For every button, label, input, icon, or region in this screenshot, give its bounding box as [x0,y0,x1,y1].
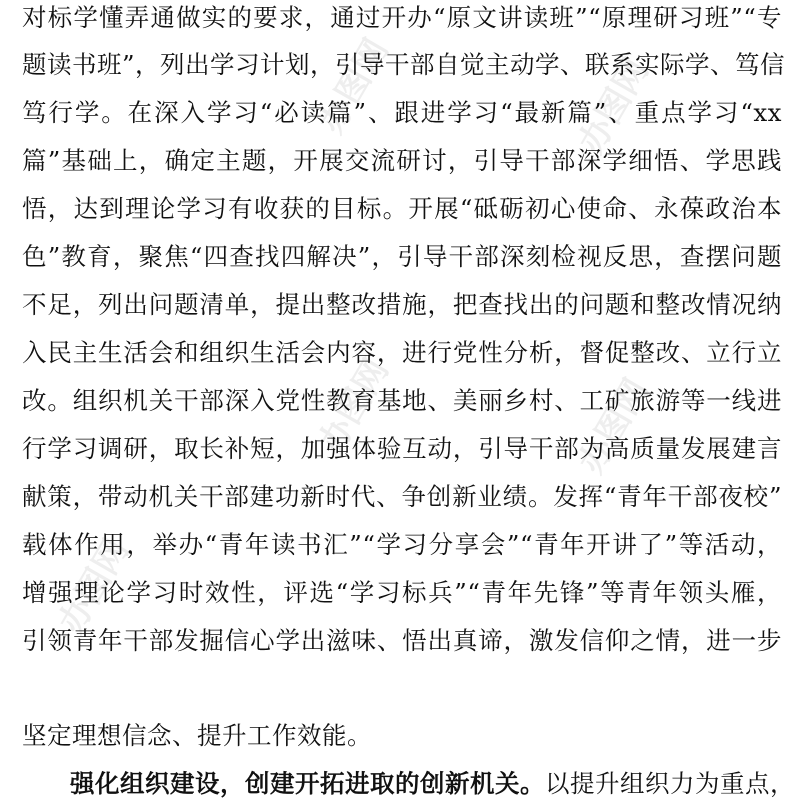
body-text-line: 引领青年干部发掘信心学出滋味、悟出真谛，激发信仰之情，进一步 [22,626,782,655]
paragraph-last-line: 坚定理想信念、提升工作效能。 [22,721,372,750]
body-text-line: 入民主生活会和组织生活会内容，进行党性分析，督促整改、立行立 [22,338,782,367]
body-text-line: 题读书班”，列出学习计划，引导干部自觉主动学、联系实际学、笃信 [22,50,786,79]
watermark: 办图网 [311,32,397,141]
body-text-line: 对标学懂弄通做实的要求，通过开办“原文讲读班”“原理研习班”“专 [22,3,782,32]
section-text: 以提升组织力为重点， [545,769,795,798]
body-text-line: 增强理论学习时效性，评选“学习标兵”“青年先锋”等青年领头雁， [22,578,782,607]
body-text-line: 笃行学。在深入学习“必读篇”、跟进学习“最新篇”、重点学习“xx [22,98,782,127]
section-heading: 强化组织建设，创建开拓进取的创新机关。 [70,769,545,798]
body-text-line: 不足，列出问题清单，提出整改措施，把查找出的问题和整改情况纳 [22,290,782,319]
section-heading-line [70,766,795,802]
body-text-line: 悟，达到理论学习有收获的目标。开展“砥砺初心使命、永葆政治本 [22,194,782,223]
watermark: 办图网 [571,52,657,161]
body-text-line: 行学习调研，取长补短，加强体验互动，引导干部为高质量发展建言 [22,434,782,463]
watermark: 办图网 [51,532,137,641]
body-text-line: 篇”基础上，确定主题，开展交流研讨，引导干部深学细悟、学思践 [22,146,782,175]
body-text-line: 色”教育，聚焦“四查找四解决”，引导干部深刻检视反思，查摆问题 [22,242,782,271]
body-text-line: 载体作用，举办“青年读书汇”“学习分享会”“青年开讲了”等活动， [22,530,782,559]
watermark: 办图网 [571,372,657,481]
watermark: 办图网 [311,352,397,461]
body-text-line: 献策，带动机关干部建功新时代、争创新业绩。发挥“青年干部夜校” [22,482,782,511]
body-text-line: 改。组织机关干部深入党性教育基地、美丽乡村、工矿旅游等一线进 [22,386,782,415]
